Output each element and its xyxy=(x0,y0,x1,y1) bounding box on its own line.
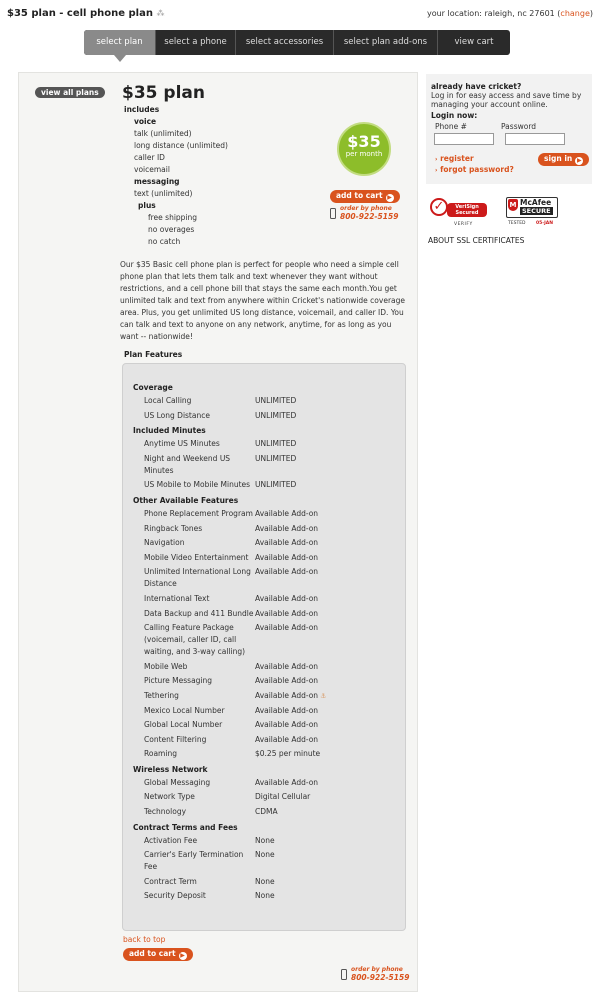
price-amount: $35 xyxy=(347,132,381,151)
verisign-label: VeriSign Secured xyxy=(447,203,487,217)
feature-value: Available Add-on xyxy=(255,552,319,562)
feature-row xyxy=(133,453,405,477)
price-badge xyxy=(337,122,391,176)
sign-in-label: sign in xyxy=(544,154,573,163)
feature-category: Other Available Features xyxy=(133,495,239,505)
plan-detail-panel xyxy=(18,72,418,992)
feature-row xyxy=(133,806,405,818)
order-by-phone xyxy=(330,205,398,221)
feature-row xyxy=(133,675,405,687)
order-by-phone-label: order by phone xyxy=(351,966,403,973)
feature-row xyxy=(133,479,405,491)
features-list xyxy=(133,381,405,902)
feature-value: UNLIMITED xyxy=(255,439,297,449)
order-by-phone-bottom xyxy=(341,966,409,982)
feature-row xyxy=(133,748,405,760)
forgot-password-label: forgot password? xyxy=(440,165,514,174)
feature-value: Available Add-on xyxy=(255,508,319,518)
feature-value: Available Add-on xyxy=(255,734,319,744)
feature-name: Contract Term xyxy=(144,876,197,886)
voice-item: long distance (unlimited) xyxy=(134,141,228,150)
feature-value: Available Add-on xyxy=(255,705,319,715)
login-text: Log in for easy access and save time by managing your account online. xyxy=(431,91,582,109)
location-info xyxy=(427,9,593,18)
tab-select-plan-addons[interactable]: select plan add-ons xyxy=(334,30,438,55)
feature-name: Unlimited International Long Distance xyxy=(144,567,251,589)
feature-row xyxy=(133,622,405,658)
login-now-label: Login now: xyxy=(431,111,478,120)
tab-select-plan[interactable]: select plan xyxy=(84,30,156,55)
feature-row xyxy=(133,593,405,605)
feature-value: Available Add-on xyxy=(255,593,319,603)
plan-includes xyxy=(124,104,284,248)
feature-name: International Text xyxy=(144,593,210,603)
order-by-phone-label: order by phone xyxy=(340,205,392,212)
feature-value: Available Add-on xyxy=(255,777,319,787)
anchor-icon[interactable]: ⚓ xyxy=(318,691,327,700)
feature-name: Ringback Tones xyxy=(144,523,203,533)
verisign-sub: VERIFY xyxy=(454,222,473,227)
feature-row xyxy=(133,552,405,564)
password-label: Password xyxy=(501,122,537,131)
location-close: ) xyxy=(589,9,593,18)
feature-name: Roaming xyxy=(144,749,177,759)
feature-value: UNLIMITED xyxy=(255,396,297,405)
plus-item: no catch xyxy=(148,237,181,246)
feature-row xyxy=(133,523,405,535)
feature-row xyxy=(133,835,405,847)
feature-name: Content Filtering xyxy=(144,734,207,744)
feature-value: UNLIMITED xyxy=(255,453,297,463)
feature-value: UNLIMITED xyxy=(255,410,297,420)
feature-row xyxy=(133,608,405,620)
feature-value: Available Add-on xyxy=(255,567,319,577)
page-title xyxy=(7,8,164,19)
sparkle-icon: ⁂ xyxy=(156,9,165,18)
add-to-cart-label: add to cart xyxy=(336,191,383,200)
feature-row xyxy=(133,566,405,590)
feature-name: Network Type xyxy=(144,792,195,802)
price-period: per month xyxy=(345,150,383,158)
feature-name: Navigation xyxy=(144,538,185,548)
feature-value: None xyxy=(255,835,275,845)
feature-value: Available Add-on xyxy=(255,720,319,730)
plus-item: free shipping xyxy=(148,213,198,222)
tab-view-cart[interactable]: view cart xyxy=(454,37,494,47)
feature-name: Data Backup and 411 Bundle xyxy=(144,608,254,618)
feature-row xyxy=(133,719,405,731)
feature-name: Picture Messaging xyxy=(144,676,213,686)
feature-row xyxy=(133,395,405,407)
plan-description: Our $35 Basic cell phone plan is perfect for people who need a simple cell phone plan that lets them talk and text whenever they want without restrictions, and a cell phone bill that stays the same each month.You get unlimited talk and text from anywhere within Cricket's nationwide coverage area. Plus, you get unlimited US long distance, voicemail, and caller ID. You can talk and text to anyone on any network, anytime, for as long as you want -- nationwide! xyxy=(120,260,405,341)
order-phone-number: 800-922-5159 xyxy=(340,212,399,221)
caret-right-icon: › xyxy=(435,167,438,174)
register-label: register xyxy=(440,154,474,163)
phone-icon xyxy=(341,969,347,980)
feature-value: None xyxy=(255,876,275,886)
mcafee-shield-icon: M xyxy=(509,201,517,209)
feature-row xyxy=(133,791,405,803)
feature-value: Available Add-on xyxy=(255,538,319,548)
feature-category: Wireless Network xyxy=(133,764,208,774)
checkout-steps-tabs xyxy=(84,30,510,55)
feature-name: Local Calling xyxy=(144,396,192,405)
back-to-top-link[interactable]: back to top xyxy=(123,935,166,944)
feature-name: Anytime US Minutes xyxy=(144,439,220,449)
feature-value: Available Add-on ⚓ xyxy=(255,690,327,700)
plan-name: $35 plan xyxy=(122,83,205,103)
order-phone-number: 800-922-5159 xyxy=(351,973,410,982)
sign-in-button[interactable] xyxy=(538,153,589,166)
plan-features-title: Plan Features xyxy=(124,350,183,359)
phone-icon xyxy=(330,208,336,219)
about-ssl-link[interactable]: ABOUT SSL CERTIFICATES xyxy=(428,236,525,245)
feature-row xyxy=(133,777,405,789)
arrow-right-icon: ▶ xyxy=(180,952,185,959)
feature-name: Mobile Web xyxy=(144,661,188,671)
feature-name: Global Messaging xyxy=(144,777,211,787)
feature-row xyxy=(133,438,405,450)
feature-value: Available Add-on xyxy=(255,623,319,633)
messaging-item: text (unlimited) xyxy=(134,189,193,198)
register-link[interactable] xyxy=(435,154,514,165)
feature-value: Digital Cellular xyxy=(255,792,311,802)
voice-item: caller ID xyxy=(134,153,165,162)
phone-label: Phone # xyxy=(435,122,467,131)
feature-name: Global Local Number xyxy=(144,720,223,730)
mcafee-secure: SECURE xyxy=(522,207,551,215)
plus-item: no overages xyxy=(148,225,195,234)
feature-category: Coverage xyxy=(133,383,173,392)
feature-name: Mobile Video Entertainment xyxy=(144,552,249,562)
feature-value: $0.25 per minute xyxy=(255,749,321,759)
mcafee-brand: McAfee xyxy=(520,198,552,207)
add-to-cart-label: add to cart xyxy=(129,949,176,958)
voice-item: voicemail xyxy=(134,165,170,174)
feature-row xyxy=(133,661,405,673)
feature-name: Carrier's Early Termination Fee xyxy=(144,850,244,872)
feature-category: Contract Terms and Fees xyxy=(133,822,238,832)
mcafee-tested: TESTED xyxy=(508,221,526,226)
feature-name: Security Deposit xyxy=(144,891,206,901)
feature-name: Technology xyxy=(144,807,187,817)
tab-select-phone[interactable]: select a phone xyxy=(156,30,236,55)
password-input[interactable] xyxy=(505,133,565,145)
feature-row xyxy=(133,734,405,746)
header-bar xyxy=(7,8,593,22)
voice-item: talk (unlimited) xyxy=(134,129,192,138)
arrow-right-icon: ▶ xyxy=(387,194,392,201)
feature-row xyxy=(133,849,405,873)
feature-value: None xyxy=(255,891,275,901)
tab-select-accessories[interactable]: select accessories xyxy=(236,30,334,55)
forgot-password-link[interactable] xyxy=(435,165,514,176)
feature-value: Available Add-on xyxy=(255,661,319,671)
security-badges xyxy=(428,196,588,230)
change-location-link[interactable]: change xyxy=(560,9,590,18)
phone-input[interactable] xyxy=(434,133,494,145)
feature-row xyxy=(133,537,405,549)
feature-name: Tethering xyxy=(144,690,179,700)
feature-value: Available Add-on xyxy=(255,676,319,686)
includes-heading: includes xyxy=(124,105,160,114)
feature-value: Available Add-on xyxy=(255,523,319,533)
feature-name: Activation Fee xyxy=(144,835,198,845)
feature-value: CDMA xyxy=(255,807,278,817)
voice-heading: voice xyxy=(134,117,157,126)
mcafee-date: 05-JAN xyxy=(536,221,554,226)
add-to-cart-button[interactable] xyxy=(330,190,400,203)
feature-row xyxy=(133,690,405,702)
feature-row xyxy=(133,508,405,520)
page-title-text: $35 plan - cell phone plan xyxy=(7,8,153,19)
feature-name: Calling Feature Package (voicemail, caller ID, call waiting, and 3-way calling) xyxy=(144,623,246,657)
feature-row xyxy=(133,410,405,422)
feature-row xyxy=(133,890,405,902)
feature-name: Phone Replacement Program xyxy=(144,508,253,518)
feature-name: Mexico Local Number xyxy=(144,705,225,715)
feature-row xyxy=(133,876,405,888)
arrow-right-icon: ▶ xyxy=(576,157,582,164)
login-heading: already have cricket? xyxy=(431,82,522,91)
feature-value: Available Add-on xyxy=(255,608,319,618)
login-panel xyxy=(426,74,592,184)
mcafee-badge[interactable] xyxy=(506,196,558,230)
checkmark-icon: ✓ xyxy=(430,198,448,216)
feature-name: US Mobile to Mobile Minutes xyxy=(144,480,251,490)
plus-heading: plus xyxy=(138,201,156,210)
feature-row xyxy=(133,705,405,717)
verisign-badge[interactable] xyxy=(428,196,490,230)
add-to-cart-button-bottom[interactable] xyxy=(123,948,193,961)
caret-right-icon: › xyxy=(435,156,438,163)
feature-value: None xyxy=(255,850,275,860)
feature-name: Night and Weekend US Minutes xyxy=(144,453,231,475)
feature-category: Included Minutes xyxy=(133,426,206,436)
feature-name: US Long Distance xyxy=(144,410,210,420)
location-label: your location: raleigh, nc 27601 ( xyxy=(426,9,561,18)
plan-features-table xyxy=(122,363,406,931)
feature-value: UNLIMITED xyxy=(255,480,297,490)
messaging-heading: messaging xyxy=(134,177,180,186)
view-all-plans-button[interactable]: view all plans xyxy=(35,87,105,98)
